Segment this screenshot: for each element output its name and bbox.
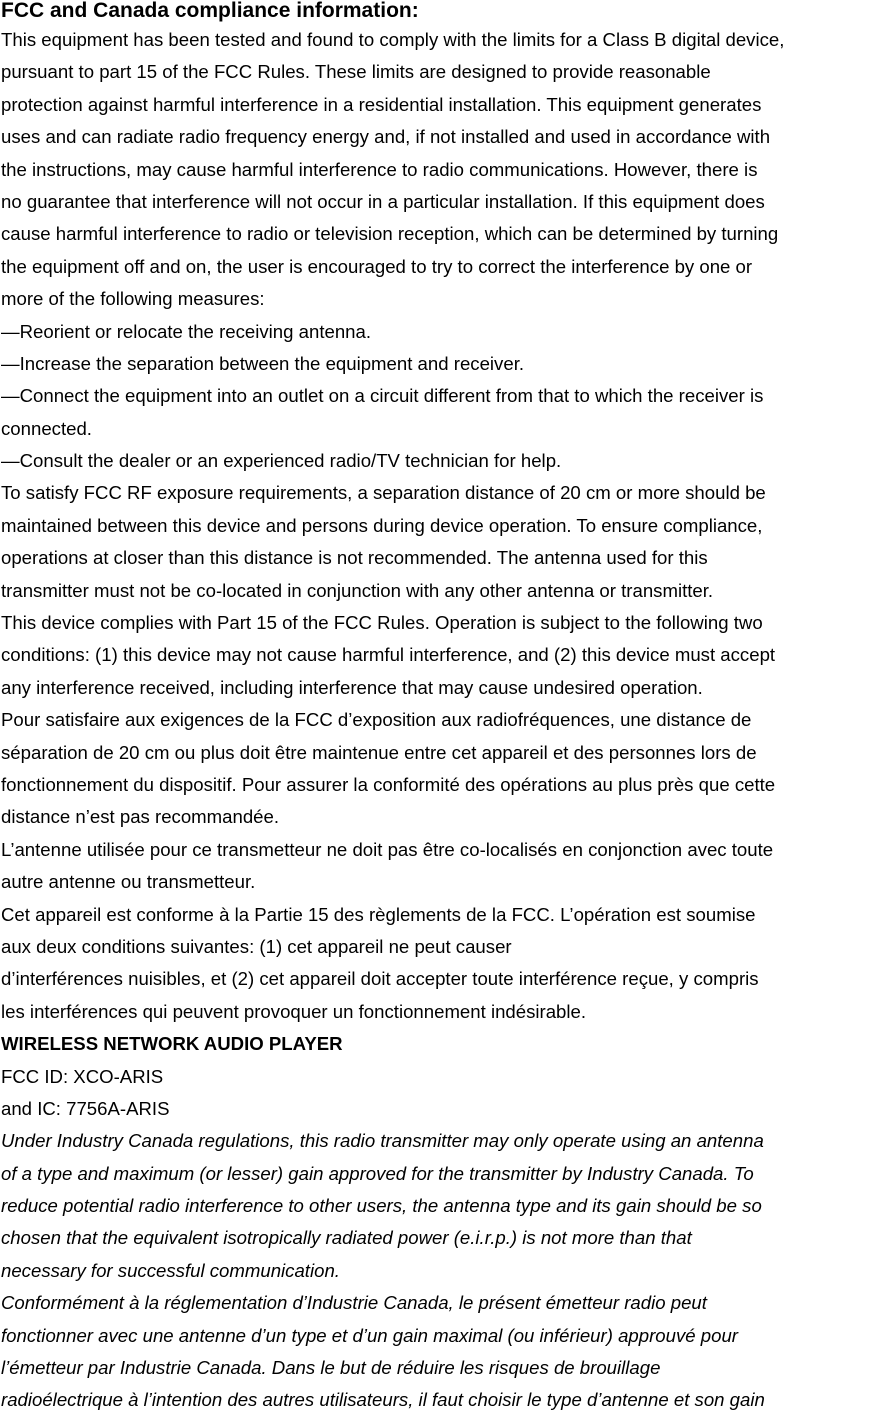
fcc-paragraph-line: no guarantee that interference will not occur in a particular installation. If this equipment does <box>1 190 765 212</box>
ic-antenna-line: reduce potential radio interference to other users, the antenna type and its gain should be so <box>1 1195 762 1217</box>
rf-exposure-line: maintained between this device and persons during device operation. To ensure compliance, <box>1 514 763 536</box>
document-page <box>1 0 869 1417</box>
french-ic-antenna-line: radioélectrique à l’intention des autres utilisateurs, il faut choisir le type d’antenne et son gain <box>1 1389 765 1411</box>
fcc-paragraph-line: pursuant to part 15 of the FCC Rules. These limits are designed to provide reasonable <box>1 61 711 83</box>
french-rf-line: distance n’est pas recommandée. <box>1 806 280 828</box>
french-part15-line: les interférences qui peuvent provoquer un fonctionnement indésirable. <box>1 1000 587 1022</box>
fcc-paragraph-line: uses and can radiate radio frequency energy and, if not installed and used in accordance with <box>1 126 771 148</box>
french-part15-line: d’interférences nuisibles, et (2) cet appareil doit accepter toute interférence reçue, y compris <box>1 968 759 990</box>
measure-item: —Reorient or relocate the receiving antenna. <box>1 320 372 342</box>
ic-antenna-line: necessary for successful communication. <box>1 1259 340 1281</box>
measure-item: connected. <box>1 417 92 439</box>
french-ic-antenna-line: l’émetteur par Industrie Canada. Dans le but de réduire les risques de brouillage <box>1 1357 661 1379</box>
rf-exposure-line: transmitter must not be co-located in conjunction with any other antenna or transmitter. <box>1 579 714 601</box>
french-part15-line: aux deux conditions suivantes: (1) cet appareil ne peut causer <box>1 935 512 957</box>
rf-exposure-line: operations at closer than this distance is not recommended. The antenna used for this <box>1 547 708 569</box>
french-rf-line: Pour satisfaire aux exigences de la FCC d’exposition aux radiofréquences, une distance de <box>1 709 752 731</box>
fcc-paragraph-line: cause harmful interference to radio or television reception, which can be determined by turning <box>1 223 779 245</box>
fcc-paragraph-line: protection against harmful interference in a residential installation. This equipment generates <box>1 93 762 115</box>
fcc-paragraph-line: the equipment off and on, the user is encouraged to try to correct the interference by one or <box>1 255 753 277</box>
ic-antenna-line: of a type and maximum (or lesser) gain approved for the transmitter by Industry Canada. To <box>1 1162 754 1184</box>
part15-line: conditions: (1) this device may not cause harmful interference, and (2) this device must accept <box>1 644 776 666</box>
rf-exposure-line: To satisfy FCC RF exposure requirements, a separation distance of 20 cm or more should be <box>1 482 766 504</box>
measure-item: —Consult the dealer or an experienced radio/TV technician for help. <box>1 450 562 472</box>
french-rf-line: fonctionnement du dispositif. Pour assurer la conformité des opérations au plus près que cette <box>1 773 776 795</box>
fcc-paragraph-line: the instructions, may cause harmful interference to radio communications. However, there is <box>1 158 758 180</box>
french-rf-line: séparation de 20 cm ou plus doit être maintenue entre cet appareil et des personnes lors de <box>1 741 757 763</box>
fcc-id: FCC ID: XCO-ARIS <box>1 1065 164 1087</box>
fcc-paragraph-line: This equipment has been tested and found to comply with the limits for a Class B digital device, <box>1 29 785 50</box>
measure-item: —Connect the equipment into an outlet on a circuit different from that to which the receiver is <box>1 385 764 407</box>
fcc-paragraph-line: more of the following measures: <box>1 288 265 310</box>
ic-antenna-line: Under Industry Canada regulations, this radio transmitter may only operate using an antenna <box>1 1130 764 1152</box>
ic-antenna-line: chosen that the equivalent isotropically radiated power (e.i.r.p.) is not more than that <box>1 1227 692 1249</box>
french-antenna-line: L’antenne utilisée pour ce transmetteur ne doit pas être co-localisés en conjonction avec toute <box>1 838 774 860</box>
ic-id: and IC: 7756A-ARIS <box>1 1097 170 1119</box>
french-antenna-line: autre antenne ou transmetteur. <box>1 871 256 893</box>
product-name: WIRELESS NETWORK AUDIO PLAYER <box>1 1033 343 1055</box>
page-title: FCC and Canada compliance information: <box>1 0 419 22</box>
measure-item: —Increase the separation between the equipment and receiver. <box>1 352 525 374</box>
french-ic-antenna-line: fonctionner avec une antenne d’un type et d’un gain maximal (ou inférieur) approuvé pour <box>1 1324 738 1346</box>
french-part15-line: Cet appareil est conforme à la Partie 15 des règlements de la FCC. L’opération est soumise <box>1 903 756 925</box>
french-ic-antenna-line: Conformément à la réglementation d’Industrie Canada, le présent émetteur radio peut <box>1 1292 707 1314</box>
part15-line: any interference received, including interference that may cause undesired operation. <box>1 676 703 698</box>
part15-line: This device complies with Part 15 of the FCC Rules. Operation is subject to the following two <box>1 612 763 634</box>
